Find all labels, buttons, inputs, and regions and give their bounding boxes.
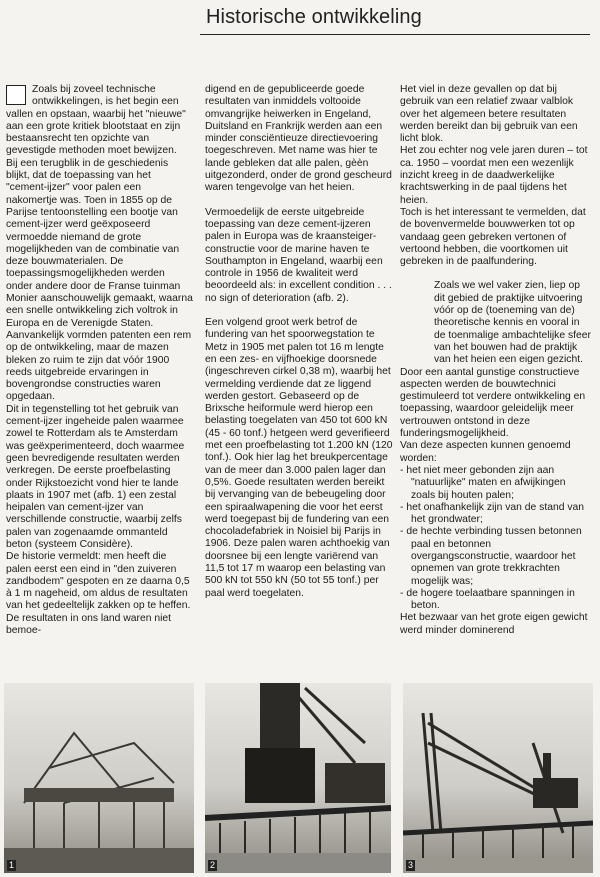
photo-pile-test-frame — [4, 683, 194, 873]
paragraph: De historie vermeldt: men heeft die palen eerst een eind in "den zuiveren zandbodem" gespoten en ze daarna 0,5 à 1 m nageheid, om aldus de resultaten van het gedeeltelijk zakken op te heffen. De resultaten in ons land waren niet bemoe- — [6, 551, 191, 637]
paragraph: Van deze aspecten kunnen genoemd worden: — [400, 440, 571, 464]
list-item: - het onafhankelijk zijn van de stand van het grondwater; — [400, 501, 585, 526]
paragraph: Het bezwaar van het grote eigen gewicht werd minder dominerend — [400, 612, 588, 636]
page-title: Historische ontwikkeling — [206, 6, 422, 28]
paragraph: Zoals bij zoveel technische ontwikkelingen, is het begin een vallen en opstaan, waarbij het "nieuwe" aan een grote kritiek blootstaat en zijn bestaansrecht ten opzichte van gevestigde methoden moet bewijzen. — [6, 84, 186, 157]
title-rule — [200, 34, 590, 35]
photo-crane-jetty — [205, 683, 391, 873]
figure-number: 1 — [9, 860, 15, 870]
paragraph: Door een aantal gunstige constructieve aspecten werden de bouwtechnici gestimuleerd tot verdere ontwikkeling en toepassing, waardoor geleidelijk meer vertrouwen ontstond in deze funderingsmogelijkheid. — [400, 366, 586, 440]
paragraph: Bij een terugblik in de geschiedenis blijkt, dat de toepassing van het "cement-ijzer" voor palen een nakomertje was. Toen in 1855 op de Parijse tentoonstelling een bootje van cement-ijzer werd geëxposeerd vermoedde niemand de grote mogelijkheden van de combinatie van deze bouwmaterialen. De toepassingsmogelijkheden werden onder andere door de Franse tuinman Monier aanschouwelijk gemaakt, waarna een snelle ontwikkeling zich voltrok in Europa en de Verenigde Staten. Aanvankelijk vormden patenten een rem op de ontwikkeling, maar de mazen bleken zo ruim te zijn dat vóór 1900 reeds uitgebreide ervaringen in bovengrondse constructies waren opgedaan. — [6, 157, 193, 403]
text-column-2 — [205, 84, 393, 600]
figure-number: 2 — [210, 860, 216, 870]
timber-frame-illustration — [4, 683, 194, 873]
paragraph: Zoals we wel vaker zien, liep op dit gebied de praktijke uitvoering vóór op de (toeneming van de) theoretische kennis en vooral in de toenmalige ambachtelijke sfeer van het bouwen had de praktijk van het heien een eigen gezicht. — [434, 280, 591, 366]
paragraph: Een volgend groot werk betrof de fundering van het spoorwegstation te Metz in 1905 met palen tot 16 m lengte en een zes- en vijfhoekige doorsnede (ingeschreven cirkel 0,38 m), waarbij het vermelding verdiende dat ze liggend werden gestort. Gebaseerd op de Brixsche heiformule werd hierop een belasting toegelaten van 450 tot 600 kN (45 - 60 tonf.) hetgeen werd geverifieerd met een proefbelasting tot 1.200 kN (120 tonf.). Ook hier lag het breukpercentage van de meer dan 3.000 palen lager dan 0,5%. Goede resultaten werden bereikt bij vervanging van de bebeugeling door een spiraalwapening die voor het eerst werd toegepast bij de fundering van een chocoladefabriek in Noisiel bij Parijs in 1906. Deze palen waren achthoekig van doorsnee bij een lengte variërend van 11,5 tot 17 m waarop een belasting van 500 kN tot 550 kN (50 tot 55 tonf.) per paal werd toegelaten. — [205, 317, 393, 599]
text-column-1 — [6, 84, 194, 637]
paragraph: Toch is het interessant te vermelden, dat de bovenvermelde bouwwerken tot op vandaag geen gebreken vertonen of vertoond hebben, die voortkomen uit gebreken in de paalfundering. — [400, 206, 586, 268]
paragraph: digend en de gepubliceerde goede resultaten van inmiddels voltooide omvangrijke heiwerken in Engeland, Duitsland en Frankrijk werden aan een minder consciëntieuze directievoering toegeschreven. Met name was hier te lande gebleken dat alle palen, gèèn uitgezonderd, onder de grond gescheurd waren tengevolge van het heien. — [205, 84, 392, 194]
text-column-3 — [400, 84, 592, 637]
crane-jetty-illustration — [205, 683, 391, 873]
paragraph: Dit in tegenstelling tot het gebruik van cement-ijzer ingeheide palen waarmee zowel te Rotterdam als te Amsterdam was geëxperimenteerd, doch waarmee geen bevredigende resultaten werden verkregen. De eerste proefbelasting onder Rijkstoezicht vond hier te lande plaats in 1907 met (afb. 1) een zestal heipalen van cement-ijzer van verschillende constructie, waarbij zelfs palen van zogenaamde ommanteld beton (systeem Considère). — [6, 403, 185, 550]
list-item: - het niet meer gebonden zijn aan "natuurlijke" maten en afwijkingen zoals bij houten palen; — [400, 464, 566, 501]
pile-driver-illustration — [403, 683, 593, 873]
figure-number: 3 — [408, 860, 414, 870]
paragraph: Het zou echter nog vele jaren duren – tot ca. 1950 – voordat men een wezenlijk inzicht kreeg in de daadwerkelijke krachtswerking in de paal tijdens het heien. — [400, 145, 588, 206]
photo-pile-driving — [403, 683, 593, 873]
paragraph: Het viel in deze gevallen op dat bij gebruik van een relatief zwaar valblok over het algemeen betere resultaten werden bereikt dan bij gebruik van een licht blok. — [400, 84, 578, 145]
list-item: - de hechte verbinding tussen betonnen paal en betonnen overgangsconstructie, waardoor het opnemen van grote trekkrachten mogelijk was; — [400, 526, 582, 587]
paragraph: Vermoedelijk de eerste uitgebreide toepassing van deze cement-ijzeren palen in Europa was de kraansteiger-constructie voor de marine haven te Southampton in Engeland, waarbij een controle in 1956 de kwaliteit werd beoordeeld als: in excellent condition . . . no sign of deterioration (afb. 2). — [205, 206, 392, 304]
list-item: - de hogere toelaatbare spanningen in beton. — [400, 587, 575, 612]
drop-cap-box — [6, 85, 26, 105]
aspect-list — [400, 465, 592, 613]
